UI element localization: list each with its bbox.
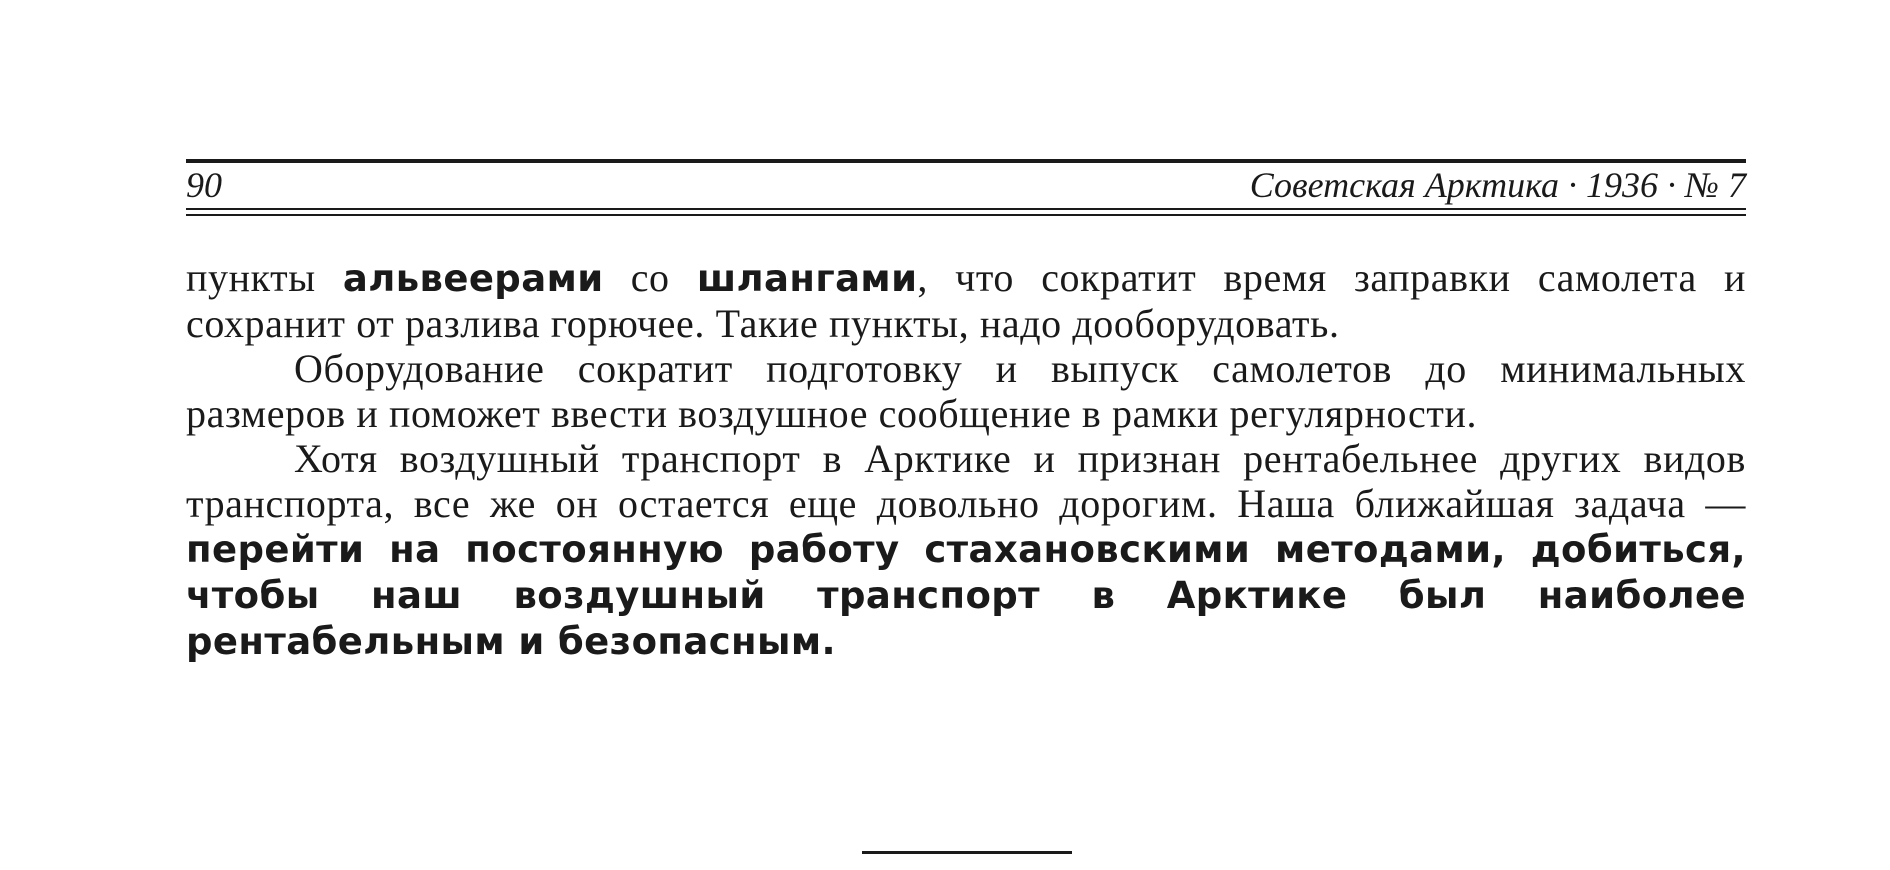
article-body — [186, 255, 1746, 664]
text-span: со — [603, 255, 697, 300]
bold-text-span: перейти на постоянную работу стахановскими методами, добиться, чтобы наш воздушный транспорт в Арктике был наиболее рентабельным и безопасным. — [186, 528, 1746, 663]
paragraph — [186, 346, 1746, 436]
paragraph — [186, 255, 1746, 346]
paragraph — [186, 436, 1746, 664]
running-header — [186, 163, 1746, 207]
bold-text-span: альвеерами — [342, 257, 604, 300]
text-span: пункты — [186, 255, 343, 300]
running-title: Советская Арктика · 1936 · № 7 — [1249, 165, 1746, 205]
article-end-rule — [862, 851, 1072, 854]
header-bottom-rule — [186, 208, 1746, 210]
page-number: 90 — [186, 165, 222, 205]
text-span: , что сократит время заправки самолета и сохранит от разлива горючее. Такие пункты, надо дооборудовать. — [186, 255, 1747, 346]
bold-text-span: шлангами — [696, 257, 918, 300]
text-span: Оборудование сократит подготовку и выпуск самолетов до минимальных размеров и поможет ввести воздушное сообщение в рамки регулярности. — [186, 346, 1746, 436]
header-bottom-rule-double — [186, 214, 1746, 216]
text-span: Хотя воздушный транспорт в Арктике и признан рентабельнее других видов транспорта, все же он остается еще довольно дорогим. Наша ближайшая задача — — [186, 436, 1746, 526]
